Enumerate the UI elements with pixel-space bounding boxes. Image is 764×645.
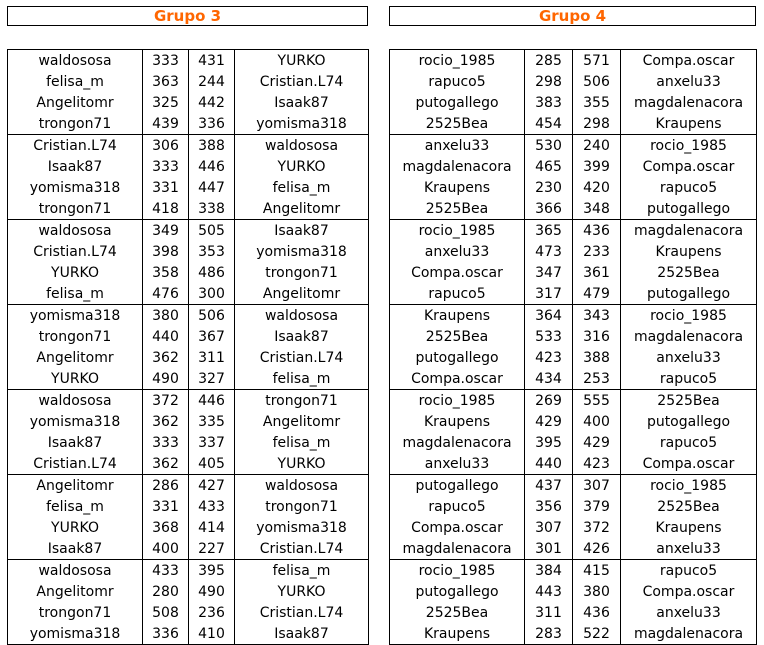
home-player-cell: felisa_m	[8, 71, 143, 92]
home-score-cell: 429	[525, 411, 573, 432]
match-row	[8, 368, 369, 390]
away-score-cell: 233	[573, 241, 621, 262]
away-player-cell: YURKO	[235, 156, 369, 177]
away-player-cell: Isaak87	[235, 326, 369, 347]
home-score-cell: 366	[525, 198, 573, 220]
home-score-cell: 362	[143, 453, 189, 475]
home-score-cell: 311	[525, 602, 573, 623]
away-score-cell: 436	[573, 220, 621, 242]
away-score-cell: 433	[189, 496, 235, 517]
away-score-cell: 405	[189, 453, 235, 475]
match-row	[390, 538, 757, 560]
home-player-cell: Isaak87	[8, 538, 143, 560]
home-score-cell: 508	[143, 602, 189, 623]
away-score-cell: 355	[573, 92, 621, 113]
away-player-cell: Isaak87	[235, 92, 369, 113]
home-player-cell: felisa_m	[8, 283, 143, 305]
away-player-cell: 2525Bea	[621, 262, 757, 283]
away-score-cell: 427	[189, 475, 235, 497]
match-row	[390, 283, 757, 305]
away-player-cell: waldososa	[235, 305, 369, 327]
home-score-cell: 380	[143, 305, 189, 327]
group-4-title: Grupo 4	[389, 6, 756, 26]
away-player-cell: Compa.oscar	[621, 453, 757, 475]
away-player-cell: Angelitomr	[235, 283, 369, 305]
match-row	[390, 305, 757, 327]
match-row	[390, 50, 757, 72]
away-score-cell: 236	[189, 602, 235, 623]
away-score-cell: 426	[573, 538, 621, 560]
match-row	[8, 305, 369, 327]
home-score-cell: 356	[525, 496, 573, 517]
match-row	[8, 177, 369, 198]
away-player-cell: Angelitomr	[235, 198, 369, 220]
match-row	[8, 560, 369, 582]
home-player-cell: anxelu33	[390, 453, 525, 475]
home-player-cell: yomisma318	[8, 177, 143, 198]
away-player-cell: magdalenacora	[621, 220, 757, 242]
away-player-cell: 2525Bea	[621, 390, 757, 412]
away-score-cell: 388	[573, 347, 621, 368]
home-score-cell: 325	[143, 92, 189, 113]
home-player-cell: Angelitomr	[8, 475, 143, 497]
match-row	[8, 283, 369, 305]
home-player-cell: anxelu33	[390, 241, 525, 262]
home-score-cell: 285	[525, 50, 573, 72]
away-player-cell: yomisma318	[235, 241, 369, 262]
home-player-cell: trongon71	[8, 198, 143, 220]
match-row	[390, 432, 757, 453]
away-player-cell: anxelu33	[621, 71, 757, 92]
away-player-cell: anxelu33	[621, 347, 757, 368]
away-player-cell: rocio_1985	[621, 475, 757, 497]
away-score-cell: 336	[189, 113, 235, 135]
away-score-cell: 505	[189, 220, 235, 242]
match-row	[8, 156, 369, 177]
away-score-cell: 253	[573, 368, 621, 390]
home-player-cell: waldososa	[8, 220, 143, 242]
home-player-cell: putogallego	[390, 581, 525, 602]
away-player-cell: Kraupens	[621, 113, 757, 135]
away-score-cell: 379	[573, 496, 621, 517]
home-score-cell: 331	[143, 496, 189, 517]
away-player-cell: Compa.oscar	[621, 50, 757, 72]
away-player-cell: Cristian.L74	[235, 602, 369, 623]
home-player-cell: Angelitomr	[8, 347, 143, 368]
home-score-cell: 230	[525, 177, 573, 198]
away-player-cell: felisa_m	[235, 177, 369, 198]
home-player-cell: Kraupens	[390, 623, 525, 645]
home-player-cell: magdalenacora	[390, 538, 525, 560]
home-player-cell: Compa.oscar	[390, 517, 525, 538]
away-player-cell: yomisma318	[235, 517, 369, 538]
match-row	[8, 198, 369, 220]
match-row	[390, 560, 757, 582]
match-row	[8, 538, 369, 560]
match-row	[8, 623, 369, 645]
away-score-cell: 446	[189, 390, 235, 412]
away-score-cell: 522	[573, 623, 621, 645]
match-row	[390, 475, 757, 497]
home-player-cell: yomisma318	[8, 411, 143, 432]
match-row	[390, 390, 757, 412]
match-row	[390, 602, 757, 623]
away-player-cell: Cristian.L74	[235, 71, 369, 92]
home-score-cell: 333	[143, 50, 189, 72]
match-row	[8, 602, 369, 623]
away-score-cell: 442	[189, 92, 235, 113]
away-player-cell: Kraupens	[621, 517, 757, 538]
home-score-cell: 347	[525, 262, 573, 283]
match-row	[8, 347, 369, 368]
match-row	[390, 156, 757, 177]
match-row	[8, 262, 369, 283]
home-score-cell: 423	[525, 347, 573, 368]
match-row	[390, 262, 757, 283]
home-score-cell: 418	[143, 198, 189, 220]
match-row	[8, 113, 369, 135]
match-row	[390, 411, 757, 432]
match-row	[390, 177, 757, 198]
match-row	[390, 347, 757, 368]
home-player-cell: waldososa	[8, 560, 143, 582]
home-score-cell: 298	[525, 71, 573, 92]
home-player-cell: Compa.oscar	[390, 368, 525, 390]
home-score-cell: 372	[143, 390, 189, 412]
home-player-cell: YURKO	[8, 262, 143, 283]
home-player-cell: YURKO	[8, 368, 143, 390]
home-player-cell: rapuco5	[390, 71, 525, 92]
home-player-cell: Kraupens	[390, 411, 525, 432]
away-player-cell: rapuco5	[621, 368, 757, 390]
home-player-cell: Compa.oscar	[390, 262, 525, 283]
match-row	[390, 220, 757, 242]
away-player-cell: waldososa	[235, 475, 369, 497]
match-row	[390, 453, 757, 475]
home-score-cell: 349	[143, 220, 189, 242]
away-score-cell: 506	[189, 305, 235, 327]
home-score-cell: 454	[525, 113, 573, 135]
home-score-cell: 530	[525, 135, 573, 157]
match-row	[390, 623, 757, 645]
match-row	[390, 368, 757, 390]
match-row	[8, 220, 369, 242]
home-player-cell: 2525Bea	[390, 198, 525, 220]
match-row	[390, 198, 757, 220]
away-score-cell: 361	[573, 262, 621, 283]
home-score-cell: 437	[525, 475, 573, 497]
away-player-cell: 2525Bea	[621, 496, 757, 517]
home-player-cell: rocio_1985	[390, 50, 525, 72]
away-player-cell: putogallego	[621, 411, 757, 432]
away-player-cell: Isaak87	[235, 220, 369, 242]
match-row	[390, 92, 757, 113]
match-row	[390, 135, 757, 157]
home-score-cell: 333	[143, 156, 189, 177]
away-score-cell: 571	[573, 50, 621, 72]
home-player-cell: Cristian.L74	[8, 241, 143, 262]
match-row	[390, 517, 757, 538]
home-score-cell: 384	[525, 560, 573, 582]
home-player-cell: Kraupens	[390, 305, 525, 327]
home-player-cell: waldososa	[8, 390, 143, 412]
away-player-cell: rapuco5	[621, 432, 757, 453]
home-player-cell: putogallego	[390, 347, 525, 368]
away-score-cell: 343	[573, 305, 621, 327]
away-player-cell: felisa_m	[235, 432, 369, 453]
home-player-cell: waldososa	[8, 50, 143, 72]
home-score-cell: 476	[143, 283, 189, 305]
home-player-cell: trongon71	[8, 326, 143, 347]
away-score-cell: 420	[573, 177, 621, 198]
away-player-cell: putogallego	[621, 283, 757, 305]
home-player-cell: rapuco5	[390, 283, 525, 305]
away-score-cell: 353	[189, 241, 235, 262]
away-player-cell: Angelitomr	[235, 411, 369, 432]
match-row	[8, 50, 369, 72]
away-player-cell: trongon71	[235, 390, 369, 412]
home-player-cell: Isaak87	[8, 156, 143, 177]
home-player-cell: magdalenacora	[390, 432, 525, 453]
home-player-cell: Angelitomr	[8, 581, 143, 602]
home-score-cell: 307	[525, 517, 573, 538]
away-player-cell: rapuco5	[621, 560, 757, 582]
away-score-cell: 490	[189, 581, 235, 602]
away-score-cell: 399	[573, 156, 621, 177]
home-player-cell: YURKO	[8, 517, 143, 538]
match-row	[8, 475, 369, 497]
home-score-cell: 443	[525, 581, 573, 602]
home-score-cell: 440	[143, 326, 189, 347]
group-3-results-table	[7, 49, 369, 645]
away-score-cell: 316	[573, 326, 621, 347]
home-player-cell: 2525Bea	[390, 326, 525, 347]
away-player-cell: Compa.oscar	[621, 156, 757, 177]
match-row	[8, 92, 369, 113]
home-score-cell: 333	[143, 432, 189, 453]
away-score-cell: 479	[573, 283, 621, 305]
home-score-cell: 331	[143, 177, 189, 198]
match-row	[390, 581, 757, 602]
home-score-cell: 398	[143, 241, 189, 262]
home-score-cell: 400	[143, 538, 189, 560]
home-player-cell: magdalenacora	[390, 156, 525, 177]
match-row	[8, 135, 369, 157]
home-player-cell: rocio_1985	[390, 390, 525, 412]
home-score-cell: 306	[143, 135, 189, 157]
home-score-cell: 336	[143, 623, 189, 645]
home-player-cell: 2525Bea	[390, 602, 525, 623]
match-row	[8, 326, 369, 347]
away-score-cell: 227	[189, 538, 235, 560]
away-score-cell: 372	[573, 517, 621, 538]
home-score-cell: 440	[525, 453, 573, 475]
group-3-title: Grupo 3	[7, 6, 368, 26]
away-player-cell: Kraupens	[621, 241, 757, 262]
home-player-cell: rapuco5	[390, 496, 525, 517]
home-score-cell: 301	[525, 538, 573, 560]
home-score-cell: 533	[525, 326, 573, 347]
away-score-cell: 307	[573, 475, 621, 497]
match-row	[390, 326, 757, 347]
away-score-cell: 311	[189, 347, 235, 368]
home-score-cell: 368	[143, 517, 189, 538]
away-score-cell: 327	[189, 368, 235, 390]
away-player-cell: YURKO	[235, 453, 369, 475]
away-score-cell: 447	[189, 177, 235, 198]
away-score-cell: 410	[189, 623, 235, 645]
away-score-cell: 400	[573, 411, 621, 432]
match-row	[8, 581, 369, 602]
home-score-cell: 433	[143, 560, 189, 582]
home-score-cell: 358	[143, 262, 189, 283]
match-row	[8, 453, 369, 475]
away-score-cell: 506	[573, 71, 621, 92]
away-score-cell: 395	[189, 560, 235, 582]
away-player-cell: yomisma318	[235, 113, 369, 135]
home-player-cell: rocio_1985	[390, 220, 525, 242]
home-player-cell: yomisma318	[8, 623, 143, 645]
home-player-cell: putogallego	[390, 92, 525, 113]
away-score-cell: 348	[573, 198, 621, 220]
match-row	[8, 411, 369, 432]
away-score-cell: 298	[573, 113, 621, 135]
away-player-cell: magdalenacora	[621, 326, 757, 347]
away-score-cell: 423	[573, 453, 621, 475]
home-player-cell: Cristian.L74	[8, 135, 143, 157]
away-player-cell: trongon71	[235, 496, 369, 517]
match-row	[8, 517, 369, 538]
home-player-cell: Kraupens	[390, 177, 525, 198]
home-score-cell: 317	[525, 283, 573, 305]
home-player-cell: trongon71	[8, 113, 143, 135]
home-score-cell: 473	[525, 241, 573, 262]
match-row	[390, 71, 757, 92]
home-player-cell: yomisma318	[8, 305, 143, 327]
home-player-cell: putogallego	[390, 475, 525, 497]
away-player-cell: YURKO	[235, 50, 369, 72]
match-row	[8, 496, 369, 517]
home-score-cell: 365	[525, 220, 573, 242]
away-score-cell: 414	[189, 517, 235, 538]
match-row	[390, 241, 757, 262]
away-player-cell: anxelu33	[621, 538, 757, 560]
home-score-cell: 395	[525, 432, 573, 453]
away-score-cell: 367	[189, 326, 235, 347]
away-score-cell: 240	[573, 135, 621, 157]
home-score-cell: 269	[525, 390, 573, 412]
home-score-cell: 280	[143, 581, 189, 602]
away-player-cell: YURKO	[235, 581, 369, 602]
away-player-cell: waldososa	[235, 135, 369, 157]
away-player-cell: felisa_m	[235, 560, 369, 582]
away-player-cell: magdalenacora	[621, 623, 757, 645]
home-score-cell: 364	[525, 305, 573, 327]
match-row	[390, 496, 757, 517]
away-player-cell: Cristian.L74	[235, 538, 369, 560]
home-player-cell: trongon71	[8, 602, 143, 623]
home-score-cell: 362	[143, 411, 189, 432]
away-player-cell: rocio_1985	[621, 305, 757, 327]
away-score-cell: 446	[189, 156, 235, 177]
home-player-cell: 2525Bea	[390, 113, 525, 135]
home-score-cell: 363	[143, 71, 189, 92]
away-score-cell: 338	[189, 198, 235, 220]
away-score-cell: 436	[573, 602, 621, 623]
away-player-cell: magdalenacora	[621, 92, 757, 113]
away-score-cell: 415	[573, 560, 621, 582]
away-score-cell: 388	[189, 135, 235, 157]
match-row	[8, 241, 369, 262]
home-score-cell: 383	[525, 92, 573, 113]
away-score-cell: 429	[573, 432, 621, 453]
away-player-cell: anxelu33	[621, 602, 757, 623]
home-score-cell: 362	[143, 347, 189, 368]
home-player-cell: Isaak87	[8, 432, 143, 453]
away-score-cell: 380	[573, 581, 621, 602]
home-score-cell: 439	[143, 113, 189, 135]
home-player-cell: anxelu33	[390, 135, 525, 157]
away-player-cell: Isaak87	[235, 623, 369, 645]
away-player-cell: Compa.oscar	[621, 581, 757, 602]
home-player-cell: Cristian.L74	[8, 453, 143, 475]
away-score-cell: 335	[189, 411, 235, 432]
match-row	[8, 390, 369, 412]
home-score-cell: 465	[525, 156, 573, 177]
away-player-cell: trongon71	[235, 262, 369, 283]
away-player-cell: Cristian.L74	[235, 347, 369, 368]
away-score-cell: 486	[189, 262, 235, 283]
group-4-results-table	[389, 49, 757, 645]
match-row	[8, 432, 369, 453]
home-score-cell: 286	[143, 475, 189, 497]
away-score-cell: 555	[573, 390, 621, 412]
away-player-cell: felisa_m	[235, 368, 369, 390]
away-score-cell: 337	[189, 432, 235, 453]
away-score-cell: 431	[189, 50, 235, 72]
match-row	[8, 71, 369, 92]
home-player-cell: Angelitomr	[8, 92, 143, 113]
home-player-cell: felisa_m	[8, 496, 143, 517]
away-player-cell: rocio_1985	[621, 135, 757, 157]
away-score-cell: 300	[189, 283, 235, 305]
away-player-cell: putogallego	[621, 198, 757, 220]
home-score-cell: 434	[525, 368, 573, 390]
home-player-cell: rocio_1985	[390, 560, 525, 582]
away-player-cell: rapuco5	[621, 177, 757, 198]
match-row	[390, 113, 757, 135]
home-score-cell: 490	[143, 368, 189, 390]
away-score-cell: 244	[189, 71, 235, 92]
home-score-cell: 283	[525, 623, 573, 645]
